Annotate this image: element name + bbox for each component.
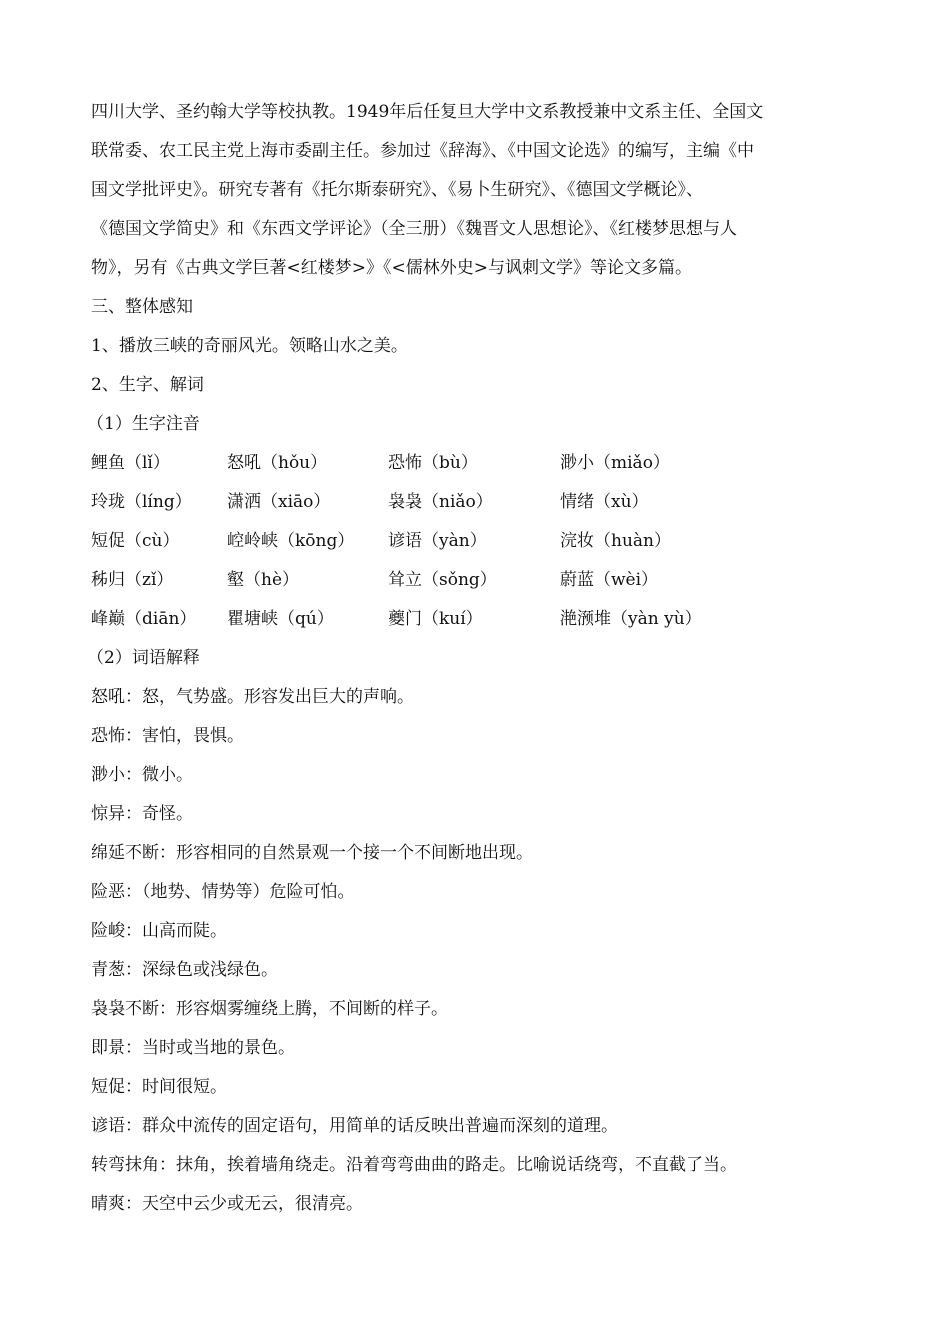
pinyin-cell: 峰巅（diān）: [91, 609, 197, 629]
definition-item: 险恶：（地势、情势等）危险可怕。: [91, 882, 355, 902]
pinyin-cell: 恐怖（bù）: [388, 453, 478, 473]
pinyin-cell: 渺小（miǎo）: [560, 453, 670, 473]
definition-item: 怒吼：怒，气势盛。形容发出巨大的声响。: [91, 687, 414, 707]
intro-line-1: 四川大学、圣约翰大学等校执教。1949年后任复旦大学中文系教授兼中文系主任、全国文: [91, 102, 764, 122]
item-1: 1、播放三峡的奇丽风光。领略山水之美。: [91, 336, 408, 356]
pinyin-cell: 崆岭峡（kōng）: [227, 531, 355, 551]
pinyin-cell: 壑（hè）: [227, 570, 300, 590]
definition-item: 青葱：深绿色或浅绿色。: [91, 960, 278, 980]
definition-item: 短促：时间很短。: [91, 1077, 227, 1097]
intro-line-2: 联常委、农工民主党上海市委副主任。参加过《辞海》、《中国文论选》的编写，主编《中: [91, 141, 754, 161]
definition-item: 惊异：奇怪。: [91, 804, 193, 824]
pinyin-cell: 鲤鱼（lǐ）: [91, 453, 170, 473]
pinyin-cell: 瞿塘峡（qú）: [227, 609, 334, 629]
section-heading: 三、整体感知: [91, 297, 193, 317]
pinyin-cell: 袅袅（niǎo）: [388, 492, 493, 512]
definition-item: 绵延不断：形容相同的自然景观一个接一个不间断地出现。: [91, 843, 533, 863]
item-2: 2、生字、解词: [91, 375, 204, 395]
definition-item: 即景：当时或当地的景色。: [91, 1038, 295, 1058]
pinyin-cell: 蔚蓝（wèi）: [560, 570, 659, 590]
intro-line-3: 国文学批评史》。研究专著有《托尔斯泰研究》、《易卜生研究》、《德国文学概论》、: [91, 180, 703, 200]
pinyin-cell: 玲珑（líng）: [91, 492, 192, 512]
pinyin-cell: 谚语（yàn）: [388, 531, 487, 551]
pinyin-cell: 耸立（sǒng）: [388, 570, 497, 590]
definition-item: 恐怖：害怕，畏惧。: [91, 726, 244, 746]
pinyin-cell: 短促（cù）: [91, 531, 180, 551]
pinyin-cell: 浣妆（huàn）: [560, 531, 671, 551]
pinyin-cell: 秭归（zǐ）: [91, 570, 174, 590]
subheading-definitions: （2）词语解释: [87, 648, 200, 668]
pinyin-cell: 滟滪堆（yàn yù）: [560, 609, 702, 629]
definition-item: 谚语：群众中流传的固定语句，用简单的话反映出普遍而深刻的道理。: [91, 1116, 618, 1136]
definition-item: 晴爽：天空中云少或无云，很清亮。: [91, 1194, 363, 1214]
intro-line-5: 物》，另有《古典文学巨著<红楼梦>》《<儒林外史>与讽刺文学》等论文多篇。: [91, 258, 692, 278]
definition-item: 袅袅不断：形容烟雾缠绕上腾，不间断的样子。: [91, 999, 448, 1019]
pinyin-cell: 怒吼（hǒu）: [227, 453, 328, 473]
pinyin-cell: 潇洒（xiāo）: [227, 492, 331, 512]
definition-item: 转弯抹角：抹角，挨着墙角绕走。沿着弯弯曲曲的路走。比喻说话绕弯，不直截了当。: [91, 1155, 737, 1175]
definition-item: 险峻：山高而陡。: [91, 921, 227, 941]
subheading-pinyin: （1）生字注音: [87, 414, 200, 434]
pinyin-cell: 情绪（xù）: [560, 492, 649, 512]
definition-item: 渺小：微小。: [91, 765, 193, 785]
pinyin-cell: 夔门（kuí）: [388, 609, 483, 629]
intro-line-4: 《德国文学简史》和《东西文学评论》（全三册）《魏晋文人思想论》、《红楼梦思想与人: [91, 219, 737, 239]
